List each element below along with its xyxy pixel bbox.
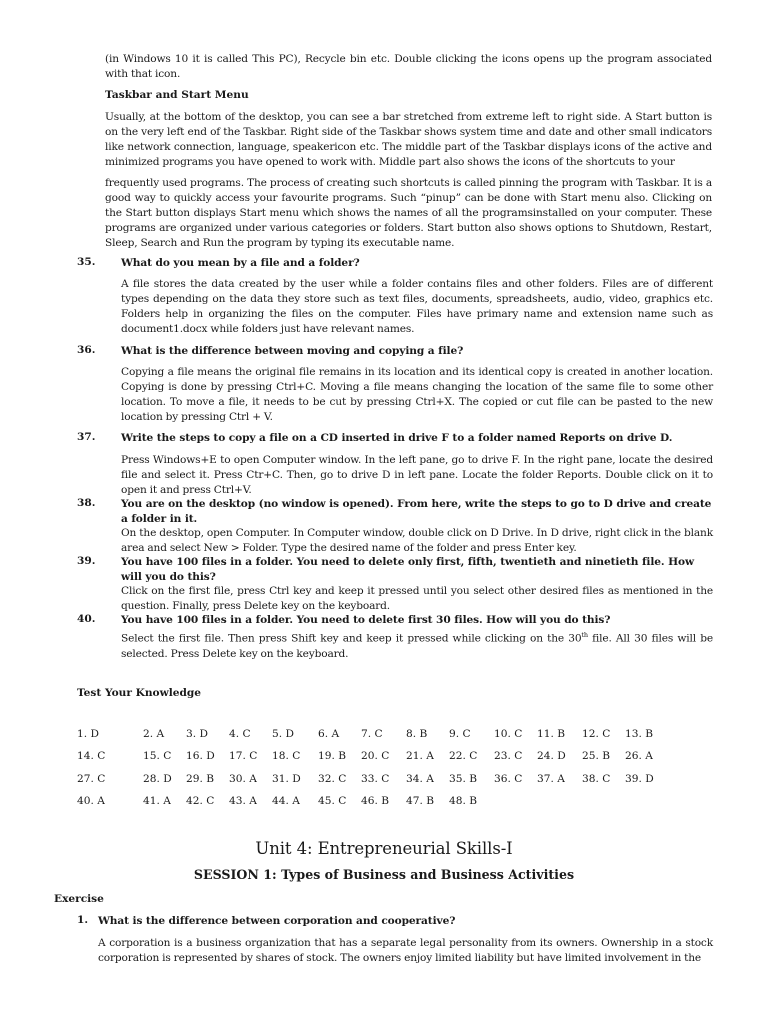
answer-key-item: 46. B — [361, 794, 389, 807]
intro-continued-paragraph: (in Windows 10 it is called This PC), Recycle bin etc. Double clicking the icons opens up the program associated with that icon. — [105, 53, 712, 80]
answer-key-item: 5. D — [272, 728, 294, 740]
exercise-heading: Exercise — [54, 893, 104, 905]
answer-key-item: 6. A — [318, 728, 340, 740]
question-text: Write the steps to copy a file on a CD inserted in drive F to a folder named Reports on drive D. — [121, 432, 673, 444]
answer-key-item: 26. A — [625, 750, 653, 763]
answer-paragraph: Copying a file means the original file remains in its location and its identical copy is created in another location. Copying is done by pressing Ctrl+C. Moving a file means changing the location of the same file to some other location. To move a file, it needs to be cut by pressing Ctrl+X. The copied or cut file can be pasted to the new location by pressing Ctrl + V. — [121, 366, 713, 423]
answer-key-item: 4. C — [229, 728, 251, 740]
answer-key-item: 36. C — [494, 772, 523, 785]
ordinal-superscript: th — [581, 631, 588, 639]
answer-key-item: 39. D — [625, 772, 654, 785]
question-number: 1. — [77, 914, 89, 926]
answer-key-item: 31. D — [272, 772, 301, 785]
answer-key-item: 33. C — [361, 772, 390, 785]
answer-key-item: 21. A — [406, 750, 434, 763]
question-number: 36. — [77, 344, 96, 356]
session-title: SESSION 1: Types of Business and Business Activities — [193, 867, 575, 882]
answer-key-item: 14. C — [77, 750, 106, 763]
question-number: 40. — [77, 613, 96, 625]
answer-key-item: 27. C — [77, 772, 106, 785]
answer-key-item: 28. D — [143, 772, 172, 785]
answer-key-item: 19. B — [318, 750, 346, 763]
answer-key-item: 47. B — [406, 794, 434, 807]
answer-paragraph: Click on the first file, press Ctrl key and keep it pressed until you select other desired files as mentioned in the question. Finally, press Delete key on the keyboard. — [121, 585, 713, 612]
answer-key-item: 22. C — [449, 750, 478, 763]
answer-key-item: 8. B — [406, 728, 428, 740]
answer-key-item: 12. C — [582, 728, 611, 740]
taskbar-paragraph-1: Usually, at the bottom of the desktop, you can see a bar stretched from extreme left to right side. A Start button is on the very left end of the Taskbar. Right side of the Taskbar shows system time and date and other small indicators like network connection, language, speakericon etc. The middle part of the Taskbar displays icons of the active and minimized programs you have opened to work with. Middle part also shows the icons of the shortcuts to your — [105, 111, 712, 168]
taskbar-heading: Taskbar and Start Menu — [105, 89, 249, 101]
answer-text-part: file. All 30 files will be selected. Press Delete key on the keyboard. — [121, 632, 713, 660]
question-number: 37. — [77, 431, 96, 443]
answer-key-item: 10. C — [494, 728, 523, 740]
answer-key-item: 25. B — [582, 750, 610, 763]
question-text: What is the difference between corporation and cooperative? — [98, 915, 456, 927]
answer-key-item: 16. D — [186, 750, 215, 763]
answer-key-item: 38. C — [582, 772, 611, 785]
question-text: What is the difference between moving and copying a file? — [121, 345, 464, 357]
question-text: You have 100 files in a folder. You need to delete only first, fifth, twentieth and ninetieth file. How will you do this? — [121, 556, 694, 583]
answer-key-item: 17. C — [229, 750, 258, 763]
question-text: What do you mean by a file and a folder? — [121, 257, 360, 269]
question-number: 39. — [77, 555, 96, 567]
answer-key-item: 24. D — [537, 750, 566, 763]
question-text: You are on the desktop (no window is opened). From here, write the steps to go to D drive and create a folder in it. — [121, 498, 712, 525]
question-number: 38. — [77, 497, 96, 509]
answer-key-item: 9. C — [449, 728, 471, 740]
answer-paragraph — [121, 628, 713, 662]
answer-key-item: 7. C — [361, 728, 383, 740]
answer-key-item: 11. B — [537, 728, 565, 740]
answer-text-part: Select the first file. Then press Shift key and keep it pressed while clicking on the 30 — [121, 632, 582, 645]
answer-key-item: 41. A — [143, 794, 171, 807]
question-number: 35. — [77, 256, 96, 268]
answer-key-item: 23. C — [494, 750, 523, 763]
answer-key-item: 43. A — [229, 794, 257, 807]
answer-key-item: 32. C — [318, 772, 347, 785]
question-text: You have 100 files in a folder. You need to delete first 30 files. How will you do this? — [121, 614, 611, 626]
answer-key-item: 1. D — [77, 728, 99, 740]
answer-key-item: 34. A — [406, 772, 434, 785]
taskbar-paragraph-2: frequently used programs. The process of creating such shortcuts is called pinning the program with Taskbar. It is a good way to quickly access your favourite programs. Such “pinup” can be done with Start menu also. Clicking on the Start button displays Start menu which shows the names of all the programsinstalled on your computer. These programs are organized under various categories or folders. Start button also shows options to Shutdown, Restart, Sleep, Search and Run the program by typing its executable name. — [105, 177, 712, 249]
answer-key-item: 15. C — [143, 750, 172, 763]
answer-key-item: 44. A — [272, 794, 300, 807]
answer-key-item: 3. D — [186, 728, 208, 740]
answer-key-item: 45. C — [318, 794, 347, 807]
answer-key-item: 35. B — [449, 772, 477, 785]
answer-paragraph: A corporation is a business organization that has a separate legal personality from its owners. Ownership in a stock corporation is represented by shares of stock. The owners enjoy limited liability but have limited involvement in the — [98, 937, 713, 964]
answer-key-item: 20. C — [361, 750, 390, 763]
answer-paragraph: On the desktop, open Computer. In Computer window, double click on D Drive. In D drive, right click in the blank area and select New > Folder. Type the desired name of the folder and press Enter key. — [121, 527, 713, 554]
answer-key-item: 2. A — [143, 728, 165, 740]
answer-key-item: 29. B — [186, 772, 214, 785]
answer-key-item: 42. C — [186, 794, 215, 807]
answer-key-item: 30. A — [229, 772, 257, 785]
answer-key-item: 18. C — [272, 750, 301, 763]
answer-key-item: 48. B — [449, 794, 477, 807]
answer-key-item: 37. A — [537, 772, 565, 785]
answer-paragraph: Press Windows+E to open Computer window. In the left pane, go to drive F. In the right pane, locate the desired file and select it. Press Ctr+C. Then, go to drive D in left pane. Locate the folder Reports. Double click on it to open it and press Ctrl+V. — [121, 454, 713, 496]
answer-key-item: 13. B — [625, 728, 653, 740]
answer-key-item: 40. A — [77, 794, 105, 807]
test-knowledge-heading: Test Your Knowledge — [77, 687, 202, 699]
unit-title: Unit 4: Entrepreneurial Skills-I — [255, 839, 513, 858]
answer-paragraph: A file stores the data created by the user while a folder contains files and other folders. Files are of different types depending on the data they store such as text files, documents, spreadsheets, audio, video, graphics etc. Folders help in organizing the files on the computer. Files have primary name and extension name such as document1.docx while folders just have relevant names. — [121, 278, 713, 335]
